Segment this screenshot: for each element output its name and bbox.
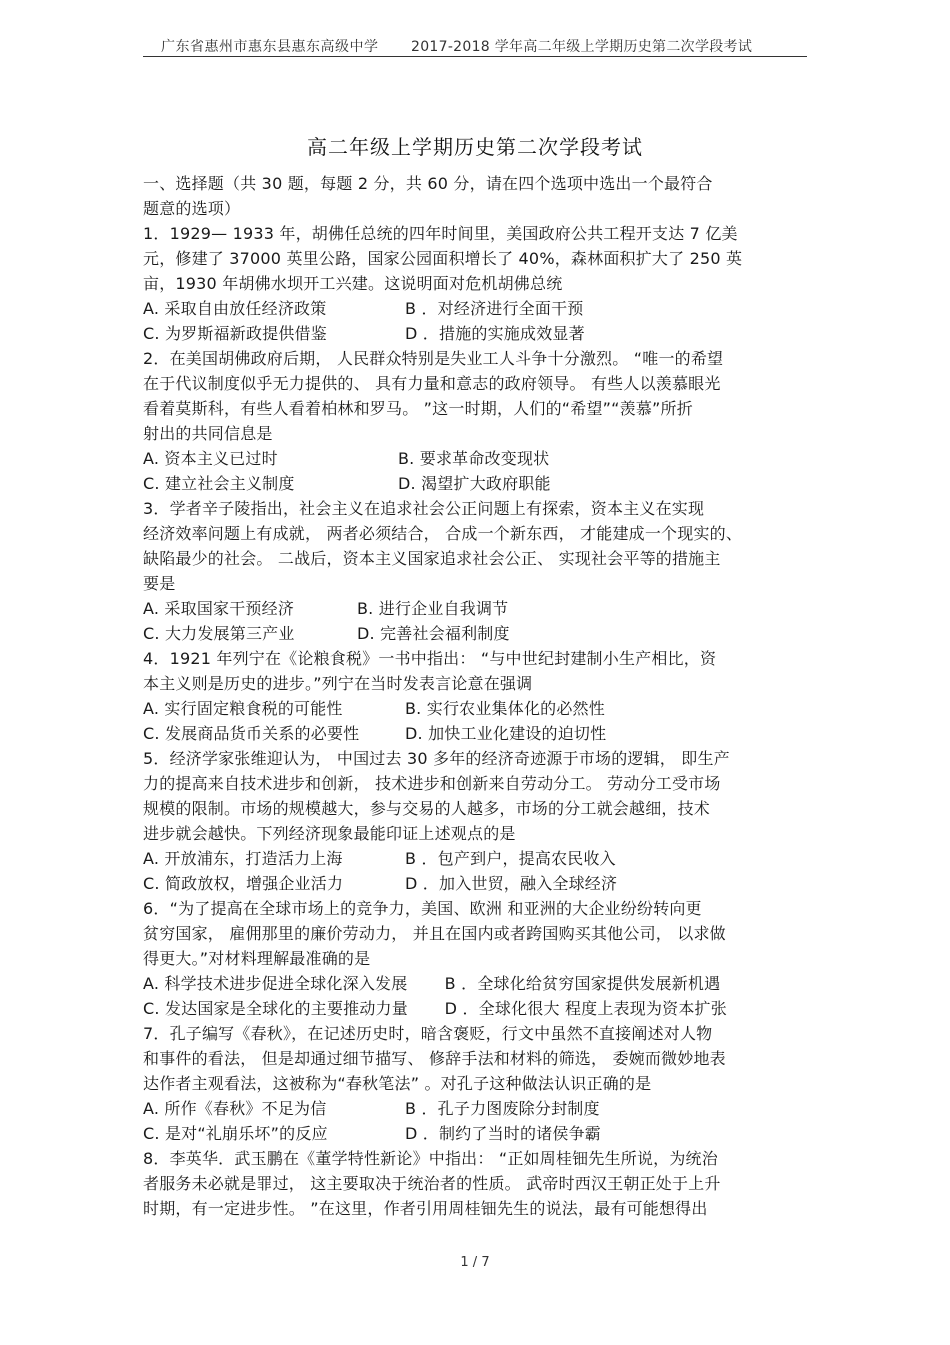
page-title: 高二年级上学期历史第二次学段考试 [307, 135, 643, 159]
options-row [143, 596, 807, 621]
question-text: 7．孔子编写《春秋》，在记述历史时，暗含褒贬，行文中虽然不直接阐述对人物 [143, 1024, 713, 1043]
option-d: D. 加快工业化建设的迫切性 [405, 724, 607, 743]
question-2 [143, 346, 807, 496]
option-d: D ．加入世贸，融入全球经济 [405, 874, 618, 893]
question-text: 1．1929— 1933 年，胡佛任总统的四年时间里，美国政府公共工程开支达 7 亿美 [143, 224, 738, 243]
option-a: A. 所作《春秋》不足为信 [143, 1099, 327, 1118]
option-d: D. 完善社会福利制度 [357, 624, 510, 643]
page-header [143, 34, 807, 57]
option-c: C. 简政放权，增强企业活力 [143, 874, 344, 893]
option-b: B. 实行农业集体化的必然性 [405, 699, 605, 718]
option-c: C. 发展商品货币关系的必要性 [143, 724, 360, 743]
question-text: 元，修建了 37000 英里公路，国家公园面积增长了 40%，森林面积扩大了 250 英 [143, 249, 743, 268]
exam-body [143, 171, 807, 1221]
option-d: D ．措施的实施成效显著 [405, 324, 585, 343]
question-1 [143, 221, 807, 346]
options-row [143, 296, 807, 321]
options-row [143, 621, 807, 646]
question-text: 在于代议制度似乎无力提供的、 具有力量和意志的政府领导。 有些人以羡慕眼光 [143, 374, 721, 393]
exam-name: 2017-2018 学年高二年级上学期历史第二次学段考试 [411, 39, 753, 55]
question-text: 进步就会越快。下列经济现象最能印证上述观点的是 [143, 824, 516, 843]
question-text: 3．学者辛子陵指出，社会主义在追求社会公正问题上有探索，资本主义在实现 [143, 499, 705, 518]
question-text: 者服务未必就是罪过， 这主要取决于统治者的性质。 武帝时西汉王朝正处于上升 [143, 1174, 721, 1193]
option-d: D ．制约了当时的诸侯争霸 [405, 1124, 602, 1143]
option-c: C. 大力发展第三产业 [143, 624, 295, 643]
option-b: B ．孔子力图废除分封制度 [405, 1099, 600, 1118]
option-d: D. 渴望扩大政府职能 [398, 474, 551, 493]
options-row [143, 696, 807, 721]
option-a: A. 科学技术进步促进全球化深入发展 [143, 974, 408, 993]
school-name: 广东省惠州市惠东县惠东高级中学 [161, 39, 379, 55]
question-text: 经济效率问题上有成就， 两者必须结合， 合成一个新东西， 才能建成一个现实的、 [143, 524, 743, 543]
options-row [143, 721, 807, 746]
question-text: 2．在美国胡佛政府后期， 人民群众特别是失业工人斗争十分激烈。 “唯一的希望 [143, 349, 724, 368]
question-text: 缺陷最少的社会。 二战后，资本主义国家追求社会公正、 实现社会平等的措施主 [143, 549, 721, 568]
question-text: 4．1921 年列宁在《论粮食税》一书中指出： “与中世纪封建制小生产相比，资 [143, 649, 717, 668]
options-row [143, 321, 807, 346]
question-text: 看着莫斯科，有些人看着柏林和罗马。 ”这一时期，人们的“希望”“羡慕”所折 [143, 399, 693, 418]
question-text: 达作者主观看法，这被称为“春秋笔法” 。对孔子这种做法认识正确的是 [143, 1074, 652, 1093]
option-b: B ．包产到户，提高农民收入 [405, 849, 616, 868]
option-b: B ．全球化给贫穷国家提供发展新机遇 [444, 974, 721, 993]
options-row [143, 846, 807, 871]
question-text: 5．经济学家张维迎认为， 中国过去 30 多年的经济奇迹源于市场的逻辑， 即生产 [143, 749, 730, 768]
options-row [143, 996, 807, 1021]
question-text: 要是 [143, 574, 176, 593]
question-text: 规模的限制。市场的规模越大，参与交易的人越多，市场的分工就会越细，技术 [143, 799, 711, 818]
question-6 [143, 896, 807, 1021]
section-heading: 一、选择题（共 30 题，每题 2 分，共 60 分，请在四个选项中选出一个最符合 [143, 174, 713, 193]
question-text: 贫穷国家， 雇佣那里的廉价劳动力， 并且在国内或者跨国购买其他公司， 以求做 [143, 924, 726, 943]
option-c: C. 为罗斯福新政提供借鉴 [143, 324, 327, 343]
question-text: 力的提高来自技术进步和创新， 技术进步和创新来自劳动分工。 劳动分工受市场 [143, 774, 721, 793]
options-row [143, 1096, 807, 1121]
options-row [143, 446, 807, 471]
options-row [143, 971, 807, 996]
section-heading: 题意的选项） [143, 199, 241, 218]
question-3 [143, 496, 807, 646]
option-a: A. 开放浦东，打造活力上海 [143, 849, 343, 868]
options-row [143, 471, 807, 496]
option-a: A. 实行固定粮食税的可能性 [143, 699, 343, 718]
option-d: D ．全球化很大 程度上表现为资本扩张 [444, 999, 727, 1018]
options-row [143, 871, 807, 896]
question-text: 6．“为了提高在全球市场上的竞争力，美国、欧洲 和亚洲的大企业纷纷转向更 [143, 899, 702, 918]
option-a: A. 资本主义已过时 [143, 449, 278, 468]
option-c: C. 建立社会主义制度 [143, 474, 295, 493]
option-c: C. 发达国家是全球化的主要推动力量 [143, 999, 408, 1018]
page-number: 1 / 7 [460, 1255, 490, 1270]
question-8 [143, 1146, 807, 1221]
options-row [143, 1121, 807, 1146]
option-b: B. 要求革命改变现状 [398, 449, 550, 468]
question-text: 和事件的看法， 但是却通过细节描写、 修辞手法和材料的筛选， 委婉而微妙地表 [143, 1049, 726, 1068]
question-text: 时期，有一定进步性。 ”在这里，作者引用周桂钿先生的说法，最有可能想得出 [143, 1199, 708, 1218]
question-text: 得更大。”对材料理解最准确的是 [143, 949, 371, 968]
question-text: 本主义则是历史的进步。”列宁在当时发表言论意在强调 [143, 674, 533, 693]
option-b: B ．对经济进行全面干预 [405, 299, 584, 318]
question-7 [143, 1021, 807, 1146]
question-4 [143, 646, 807, 746]
question-text: 8．李英华．武玉鹏在《董学特性新论》中指出： “正如周桂钿先生所说，为统治 [143, 1149, 718, 1168]
option-a: A. 采取国家干预经济 [143, 599, 295, 618]
question-text: 亩，1930 年胡佛水坝开工兴建。这说明面对危机胡佛总统 [143, 274, 563, 293]
option-b: B. 进行企业自我调节 [357, 599, 509, 618]
option-a: A. 采取自由放任经济政策 [143, 299, 327, 318]
question-5 [143, 746, 807, 896]
option-c: C. 是对“礼崩乐坏”的反应 [143, 1124, 328, 1143]
question-text: 射出的共同信息是 [143, 424, 273, 443]
